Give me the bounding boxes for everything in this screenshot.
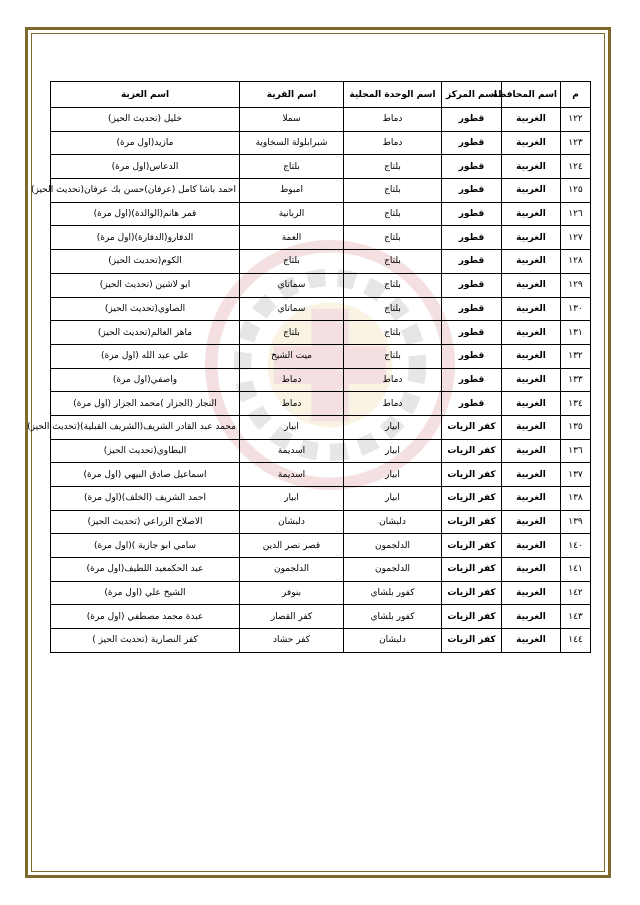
row-governorate: الغربية: [502, 605, 561, 629]
row-center: قطور: [442, 155, 502, 179]
row-governorate: الغربية: [502, 629, 561, 653]
row-number: ١٢٣: [561, 131, 591, 155]
row-village: سماتاي: [240, 273, 344, 297]
table-row: [51, 439, 591, 463]
row-ezba: مازيد(اول مرة): [51, 131, 240, 155]
row-center: قطور: [442, 202, 502, 226]
row-governorate: الغربية: [502, 321, 561, 345]
row-center: قطور: [442, 250, 502, 274]
row-center: قطور: [442, 297, 502, 321]
row-center: قطور: [442, 321, 502, 345]
row-governorate: الغربية: [502, 415, 561, 439]
row-local-unit: ابيار: [344, 487, 442, 511]
row-village: سملا: [240, 108, 344, 132]
row-number: ١٤٣: [561, 605, 591, 629]
table-row: [51, 510, 591, 534]
row-local-unit: بلتاج: [344, 321, 442, 345]
row-local-unit: دماط: [344, 392, 442, 416]
row-village: العمة: [240, 226, 344, 250]
row-number: ١٣١: [561, 321, 591, 345]
row-governorate: الغربية: [502, 392, 561, 416]
row-center: كفر الزيات: [442, 415, 502, 439]
row-number: ١٣٣: [561, 368, 591, 392]
header-governorate: اسم المحافظة: [502, 82, 561, 108]
row-local-unit: دلبشان: [344, 629, 442, 653]
row-village: سماتاي: [240, 297, 344, 321]
row-number: ١٢٨: [561, 250, 591, 274]
row-local-unit: بلتاج: [344, 202, 442, 226]
row-number: ١٢٩: [561, 273, 591, 297]
table-row: [51, 297, 591, 321]
row-village: دلبشان: [240, 510, 344, 534]
table-header-row: [51, 82, 591, 108]
row-village: دماط: [240, 368, 344, 392]
row-governorate: الغربية: [502, 344, 561, 368]
row-ezba: الشيخ علي (اول مرة): [51, 581, 240, 605]
row-local-unit: ابيار: [344, 463, 442, 487]
table-row: [51, 629, 591, 653]
table-row: [51, 131, 591, 155]
row-number: ١٣٨: [561, 487, 591, 511]
row-ezba: الكوم(تحديث الحيز): [51, 250, 240, 274]
row-governorate: الغربية: [502, 487, 561, 511]
row-center: كفر الزيات: [442, 463, 502, 487]
row-local-unit: دماط: [344, 108, 442, 132]
row-governorate: الغربية: [502, 273, 561, 297]
row-number: ١٣٧: [561, 463, 591, 487]
row-center: قطور: [442, 273, 502, 297]
row-governorate: الغربية: [502, 131, 561, 155]
row-number: ١٤٤: [561, 629, 591, 653]
row-ezba: الدفارو(الدفارة)(اول مرة): [51, 226, 240, 250]
row-village: ميت الشيخ: [240, 344, 344, 368]
row-village: بنوفر: [240, 581, 344, 605]
table-row: [51, 487, 591, 511]
table-row: [51, 226, 591, 250]
table-row: [51, 368, 591, 392]
row-governorate: الغربية: [502, 558, 561, 582]
row-local-unit: دماط: [344, 131, 442, 155]
table-row: [51, 321, 591, 345]
row-number: ١٣٥: [561, 415, 591, 439]
row-local-unit: بلتاج: [344, 297, 442, 321]
row-village: ابيار: [240, 415, 344, 439]
row-ezba: البطاوي(تحديث الحيز): [51, 439, 240, 463]
row-center: كفر الزيات: [442, 581, 502, 605]
row-ezba: قمر هانم(الوالدة)(اول مرة): [51, 202, 240, 226]
row-center: كفر الزيات: [442, 629, 502, 653]
row-local-unit: بلتاج: [344, 179, 442, 203]
row-number: ١٢٢: [561, 108, 591, 132]
row-center: قطور: [442, 344, 502, 368]
row-governorate: الغربية: [502, 439, 561, 463]
row-center: كفر الزيات: [442, 534, 502, 558]
table-row: [51, 273, 591, 297]
row-village: امبوط: [240, 179, 344, 203]
row-number: ١٢٥: [561, 179, 591, 203]
row-center: كفر الزيات: [442, 558, 502, 582]
row-number: ١٢٧: [561, 226, 591, 250]
row-village: الدلجمون: [240, 558, 344, 582]
row-number: ١٣٢: [561, 344, 591, 368]
row-local-unit: كفور بلشاي: [344, 581, 442, 605]
row-ezba: احمد الشريف (الخلف)(اول مرة): [51, 487, 240, 511]
table-row: [51, 392, 591, 416]
row-number: ١٢٤: [561, 155, 591, 179]
row-ezba: عبد الحكمعيد اللطيف(اول مرة): [51, 558, 240, 582]
table-row: [51, 558, 591, 582]
row-governorate: الغربية: [502, 581, 561, 605]
row-governorate: الغربية: [502, 463, 561, 487]
row-local-unit: بلتاج: [344, 155, 442, 179]
header-village: اسم القرية: [240, 82, 344, 108]
row-ezba: علي عبد الله (اول مرة): [51, 344, 240, 368]
row-number: ١٤١: [561, 558, 591, 582]
row-ezba: كفر النصارية (تحديث الحيز ): [51, 629, 240, 653]
row-ezba: النجار (الجزار )محمد الجزار (اول مرة): [51, 392, 240, 416]
row-number: ١٣٩: [561, 510, 591, 534]
row-village: دماط: [240, 392, 344, 416]
header-local-unit: اسم الوحدة المحلية: [344, 82, 442, 108]
row-number: ١٤٠: [561, 534, 591, 558]
row-village: بلتاج: [240, 155, 344, 179]
row-governorate: الغربية: [502, 297, 561, 321]
row-governorate: الغربية: [502, 534, 561, 558]
row-village: قصر نصر الدين: [240, 534, 344, 558]
row-village: كفر حشاد: [240, 629, 344, 653]
row-village: كفر القصار: [240, 605, 344, 629]
table-row: [51, 344, 591, 368]
row-ezba: خليل (تحديث الحيز): [51, 108, 240, 132]
header-ezba: اسم العزبة: [51, 82, 240, 108]
row-governorate: الغربية: [502, 179, 561, 203]
row-local-unit: دماط: [344, 368, 442, 392]
row-village: شبرابلولة السخاوية: [240, 131, 344, 155]
row-center: قطور: [442, 226, 502, 250]
row-ezba: عبدة محمد مصطفي (اول مرة): [51, 605, 240, 629]
row-number: ١٣٤: [561, 392, 591, 416]
row-village: بلتاج: [240, 250, 344, 274]
table-row: [51, 463, 591, 487]
row-ezba: الصاوي(تحديث الحيز): [51, 297, 240, 321]
row-ezba: ماهر العالم(تحديث الحيز): [51, 321, 240, 345]
row-center: كفر الزيات: [442, 605, 502, 629]
table-row: [51, 250, 591, 274]
row-ezba: احمد باشا كامل (عرفان)حسن بك عرفان(تحديث الحيز): [51, 179, 240, 203]
row-governorate: الغربية: [502, 155, 561, 179]
table-row: [51, 415, 591, 439]
row-governorate: الغربية: [502, 510, 561, 534]
row-village: ابيار: [240, 487, 344, 511]
row-village: بلتاج: [240, 321, 344, 345]
header-number: م: [561, 82, 591, 108]
row-center: قطور: [442, 131, 502, 155]
row-number: ١٣٦: [561, 439, 591, 463]
table-row: [51, 108, 591, 132]
header-center: اسم المركز: [442, 82, 502, 108]
table-row: [51, 534, 591, 558]
row-center: كفر الزيات: [442, 487, 502, 511]
row-local-unit: ابيار: [344, 439, 442, 463]
row-center: كفر الزيات: [442, 510, 502, 534]
villages-table: [27, 81, 591, 653]
row-local-unit: بلتاج: [344, 250, 442, 274]
row-local-unit: الدلجمون: [344, 534, 442, 558]
row-governorate: الغربية: [502, 368, 561, 392]
row-ezba: سامي ابو جازية )(اول مرة): [51, 534, 240, 558]
table-row: [51, 155, 591, 179]
row-ezba: الدعاس(اول مرة): [51, 155, 240, 179]
table-row: [51, 605, 591, 629]
row-center: قطور: [442, 108, 502, 132]
row-number: ١٣٠: [561, 297, 591, 321]
row-governorate: الغربية: [502, 202, 561, 226]
row-local-unit: كفور بلشاي: [344, 605, 442, 629]
row-local-unit: بلتاج: [344, 226, 442, 250]
table-row: [51, 179, 591, 203]
row-center: قطور: [442, 179, 502, 203]
row-local-unit: بلتاج: [344, 273, 442, 297]
row-village: اسديمة: [240, 439, 344, 463]
row-center: قطور: [442, 368, 502, 392]
table-row: [51, 581, 591, 605]
row-center: كفر الزيات: [442, 439, 502, 463]
row-governorate: الغربية: [502, 250, 561, 274]
row-ezba: الاصلاح الزراعي (تحديث الحيز): [51, 510, 240, 534]
row-ezba: اسماعيل صادق البيهي (اول مرة): [51, 463, 240, 487]
row-governorate: الغربية: [502, 108, 561, 132]
row-number: ١٤٢: [561, 581, 591, 605]
row-ezba: محمد عبد القادر الشريف(الشريف القبلية)(تحديث الحيز): [51, 415, 240, 439]
row-local-unit: بلتاج: [344, 344, 442, 368]
row-village: الربانية: [240, 202, 344, 226]
row-number: ١٢٦: [561, 202, 591, 226]
table-body: [27, 108, 591, 653]
row-local-unit: دلبشان: [344, 510, 442, 534]
row-local-unit: ابيار: [344, 415, 442, 439]
row-governorate: الغربية: [502, 226, 561, 250]
row-local-unit: الدلجمون: [344, 558, 442, 582]
row-ezba: ابو لاشين (تحديث الحيز): [51, 273, 240, 297]
row-center: قطور: [442, 392, 502, 416]
row-ezba: واصفي(اول مرة): [51, 368, 240, 392]
row-village: اسديمة: [240, 463, 344, 487]
table-row: [51, 202, 591, 226]
